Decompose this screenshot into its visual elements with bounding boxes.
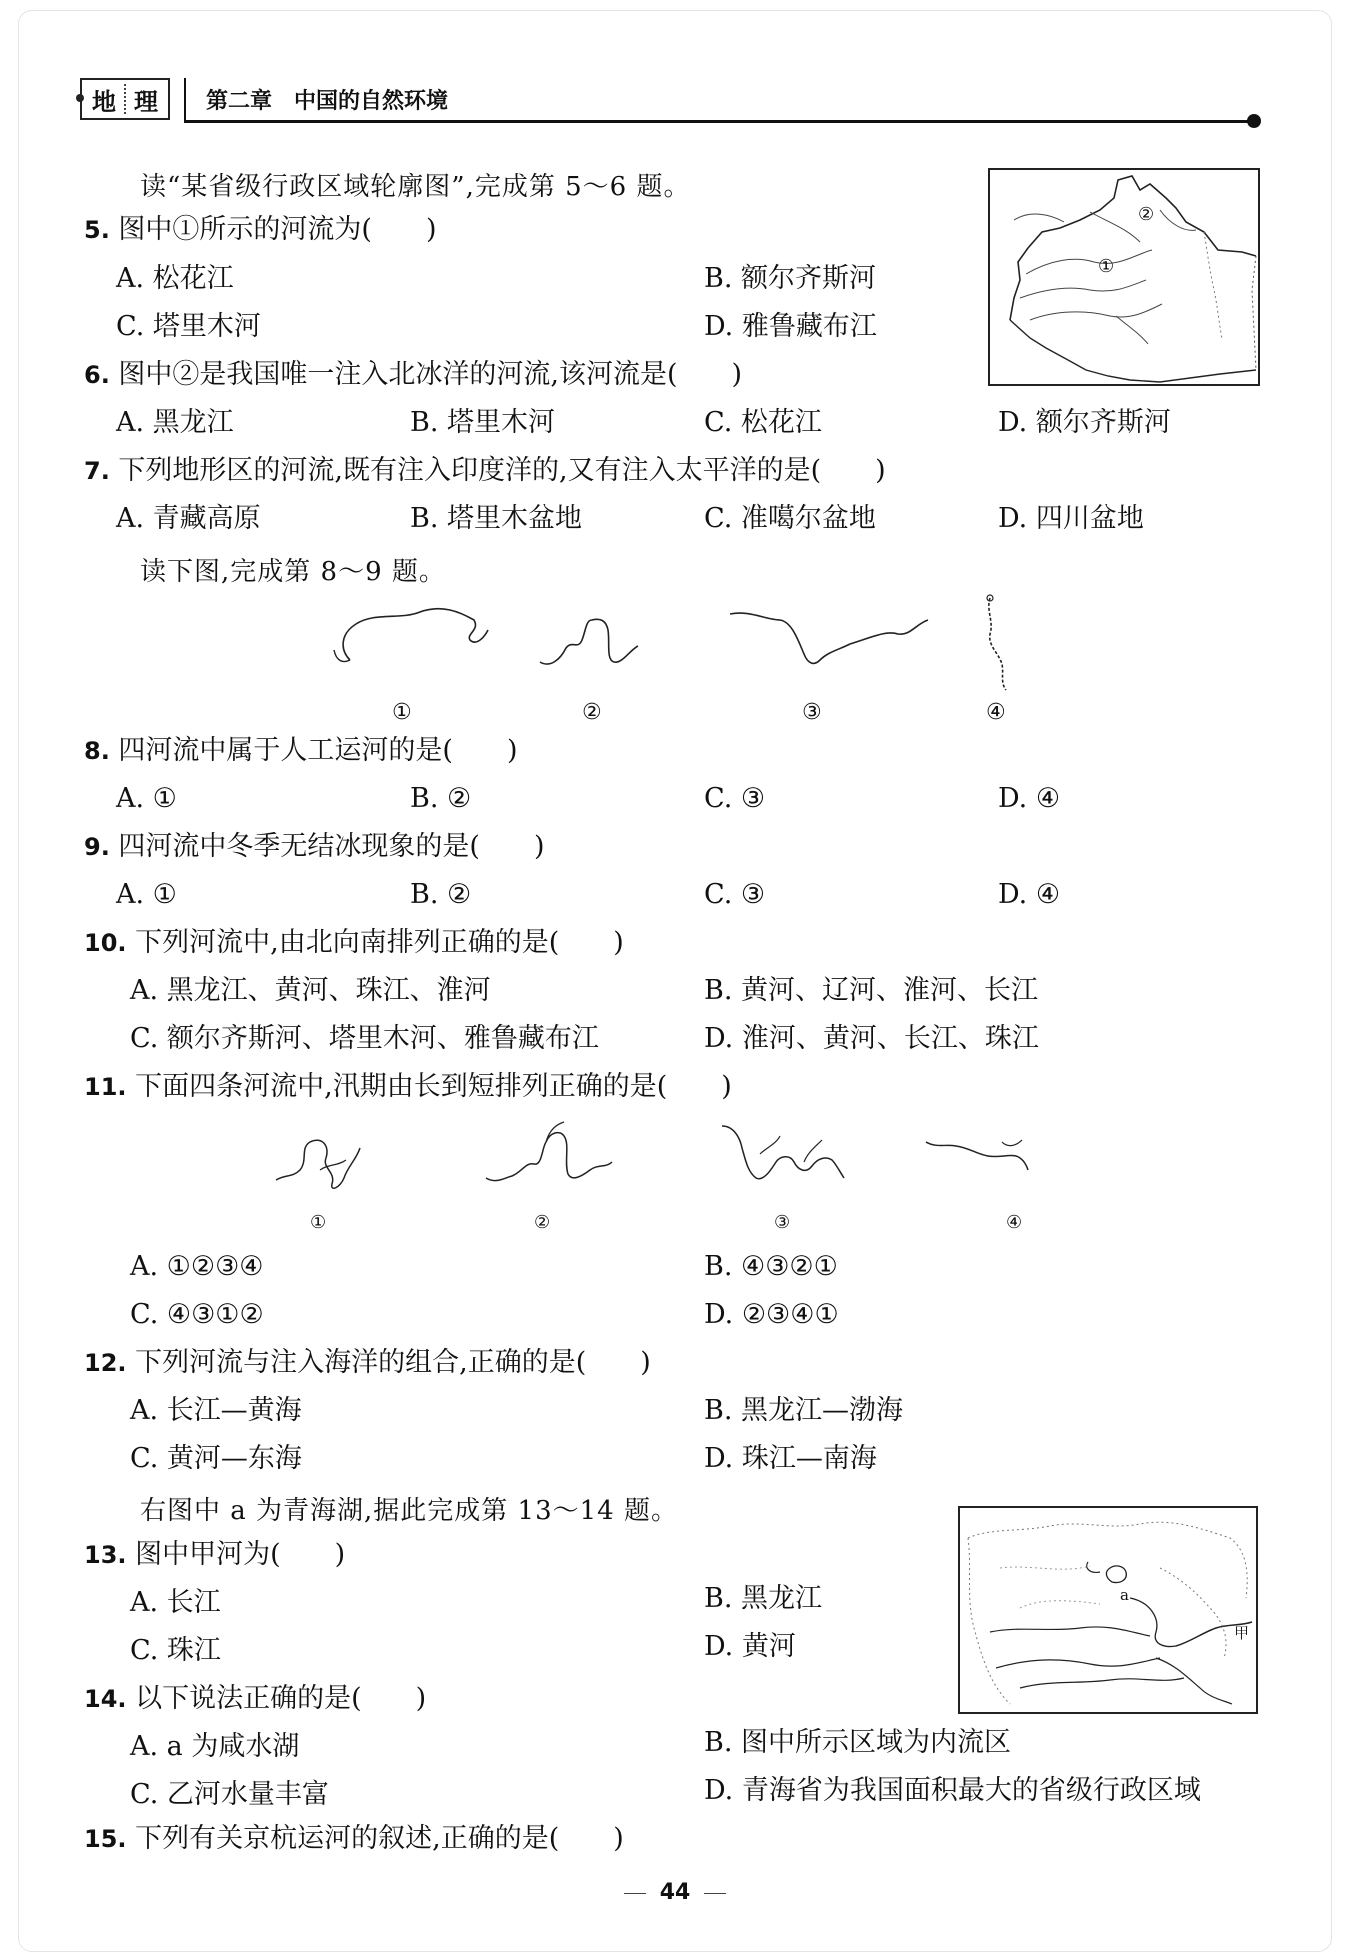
river-2-shape (540, 619, 638, 664)
question-stem: 下列地形区的河流,既有注入印度洋的,又有注入太平洋的是( ) (118, 455, 886, 486)
question-11 (84, 1070, 732, 1104)
intro-q13-14: 右图中 a 为青海湖,据此完成第 13～14 题。 (140, 1496, 678, 1526)
q14-option-c: C. 乙河水量丰富 (130, 1779, 329, 1810)
question-12 (84, 1346, 651, 1380)
q6-option-c: C. 松花江 (704, 407, 822, 438)
river-label-2: ② (582, 700, 602, 725)
question-15 (84, 1822, 624, 1856)
question-stem: 下列河流与注入海洋的组合,正确的是( ) (135, 1347, 651, 1378)
q14-option-b: B. 图中所示区域为内流区 (704, 1727, 1012, 1758)
q9-option-b: B. ② (410, 879, 472, 910)
q6-option-a: A. 黑龙江 (116, 407, 234, 438)
q8-option-d: D. ④ (998, 783, 1061, 814)
q11-option-a: A. ①②③④ (130, 1251, 264, 1282)
river-11-2-shape (486, 1133, 612, 1181)
river-1-shape (343, 609, 488, 660)
question-stem: 下面四条河流中,汛期由长到短排列正确的是( ) (135, 1071, 732, 1102)
qinghai-map (958, 1506, 1258, 1714)
question-number: 11. (84, 1073, 127, 1101)
river-11-1-shape (276, 1140, 360, 1188)
river11-label-4: ④ (1006, 1212, 1023, 1233)
q10-option-c: C. 额尔齐斯河、塔里木河、雅鲁藏布江 (130, 1023, 599, 1054)
q9-option-d: D. ④ (998, 879, 1061, 910)
river-11-4-shape (926, 1142, 1028, 1170)
q5-option-d: D. 雅鲁藏布江 (704, 311, 877, 342)
question-8 (84, 734, 518, 768)
header-rule (184, 120, 1254, 123)
river-label-1: ① (392, 700, 412, 725)
subject-right-char: 理 (134, 87, 158, 116)
q9-option-c: C. ③ (704, 879, 766, 910)
q5-option-b: B. 额尔齐斯河 (704, 263, 877, 294)
question-number: 10. (84, 929, 127, 957)
q13-option-d: D. 黄河 (704, 1631, 796, 1662)
map2-label-jia: 甲 (1234, 1624, 1250, 1642)
question-number: 5. (84, 216, 110, 244)
river11-label-1: ① (310, 1212, 327, 1233)
map1-label-1: ① (1098, 256, 1115, 277)
intro-q8-9: 读下图,完成第 8～9 题。 (140, 557, 446, 587)
question-6 (84, 358, 742, 392)
question-7 (84, 454, 886, 488)
question-13 (84, 1538, 345, 1572)
badge-divider (124, 84, 126, 114)
q11-option-d: D. ②③④① (704, 1299, 839, 1330)
page-number-dash-right (704, 1893, 726, 1894)
page-number: 44 (659, 1880, 691, 1905)
subject-badge (80, 78, 170, 120)
q13-option-a: A. 长江 (130, 1587, 221, 1618)
question-stem: 以下说法正确的是( ) (135, 1683, 427, 1714)
q8-option-a: A. ① (116, 783, 177, 814)
river-label-4: ④ (986, 700, 1006, 725)
river-11-2-branch (546, 1122, 564, 1142)
question-9 (84, 830, 545, 864)
q6-option-b: B. 塔里木河 (410, 407, 556, 438)
page-number-footer (0, 1880, 1350, 1905)
question-number: 14. (84, 1685, 127, 1713)
subject-left-char: 地 (92, 87, 116, 116)
q14-option-d: D. 青海省为我国面积最大的省级行政区域 (704, 1775, 1201, 1806)
province-outline-svg (990, 170, 1258, 384)
header-rule-end-dot (1247, 114, 1261, 128)
river-11-1-branch (320, 1160, 346, 1170)
question-stem: 图中甲河为( ) (135, 1539, 346, 1570)
river-11-4-branch (1002, 1140, 1022, 1146)
q5-option-c: C. 塔里木河 (116, 311, 261, 342)
q7-option-a: A. 青藏高原 (116, 503, 261, 534)
question-stem: 图中①所示的河流为( ) (118, 214, 437, 245)
q10-option-a: A. 黑龙江、黄河、珠江、淮河 (130, 975, 491, 1006)
river-shapes-8-9 (330, 590, 1090, 700)
river-shapes-11 (260, 1118, 1080, 1208)
river-4-shape (989, 598, 1006, 690)
q6-option-d: D. 额尔齐斯河 (998, 407, 1171, 438)
q12-option-d: D. 珠江—南海 (704, 1443, 877, 1474)
q13-option-b: B. 黑龙江 (704, 1583, 823, 1614)
river-label-3: ③ (802, 700, 822, 725)
badge-dot-icon (76, 94, 84, 102)
q14-option-a: A. a 为咸水湖 (130, 1731, 300, 1762)
q12-option-c: C. 黄河—东海 (130, 1443, 302, 1474)
river-11-3-branch-a (760, 1136, 780, 1154)
q7-option-b: B. 塔里木盆地 (410, 503, 583, 534)
q9-option-a: A. ① (116, 879, 177, 910)
question-number: 13. (84, 1541, 127, 1569)
map2-label-a: a (1120, 1586, 1129, 1604)
question-stem: 四河流中属于人工运河的是( ) (118, 735, 518, 766)
question-number: 6. (84, 361, 110, 389)
question-stem: 下列有关京杭运河的叙述,正确的是( ) (135, 1823, 624, 1854)
question-stem: 四河流中冬季无结冰现象的是( ) (118, 831, 545, 862)
q8-option-b: B. ② (410, 783, 472, 814)
q5-option-a: A. 松花江 (116, 263, 234, 294)
river-1-tributary (334, 650, 350, 662)
qinghai-map-svg (960, 1508, 1256, 1712)
page-number-dash-left (624, 1893, 646, 1894)
question-number: 8. (84, 737, 110, 765)
q11-option-b: B. ④③②① (704, 1251, 838, 1282)
q12-option-b: B. 黑龙江—渤海 (704, 1395, 904, 1426)
q8-option-c: C. ③ (704, 783, 766, 814)
q10-option-d: D. 淮河、黄河、长江、珠江 (704, 1023, 1039, 1054)
river11-label-2: ② (534, 1212, 551, 1233)
header-divider (184, 78, 186, 122)
question-number: 12. (84, 1349, 127, 1377)
q10-option-b: B. 黄河、辽河、淮河、长江 (704, 975, 1039, 1006)
river-11-3-shape (722, 1126, 844, 1179)
chapter-title: 第二章 中国的自然环境 (206, 89, 449, 114)
question-stem: 图中②是我国唯一注入北冰洋的河流,该河流是( ) (118, 359, 743, 390)
province-outline-map (988, 168, 1260, 386)
question-number: 9. (84, 833, 110, 861)
question-10 (84, 926, 624, 960)
q11-option-c: C. ④③①② (130, 1299, 264, 1330)
question-stem: 下列河流中,由北向南排列正确的是( ) (135, 927, 624, 958)
intro-q5-6: 读“某省级行政区域轮廓图”,完成第 5～6 题。 (140, 172, 691, 202)
river11-label-3: ③ (774, 1212, 791, 1233)
q7-option-d: D. 四川盆地 (998, 503, 1144, 534)
question-14 (84, 1682, 426, 1716)
question-number: 15. (84, 1825, 127, 1853)
question-number: 7. (84, 457, 110, 485)
q7-option-c: C. 准噶尔盆地 (704, 503, 876, 534)
q12-option-a: A. 长江—黄海 (130, 1395, 302, 1426)
river-11-3-branch-b (804, 1140, 822, 1162)
q13-option-c: C. 珠江 (130, 1635, 221, 1666)
question-5 (84, 213, 437, 247)
map1-label-2: ② (1138, 204, 1155, 225)
river-3-shape (730, 613, 928, 663)
